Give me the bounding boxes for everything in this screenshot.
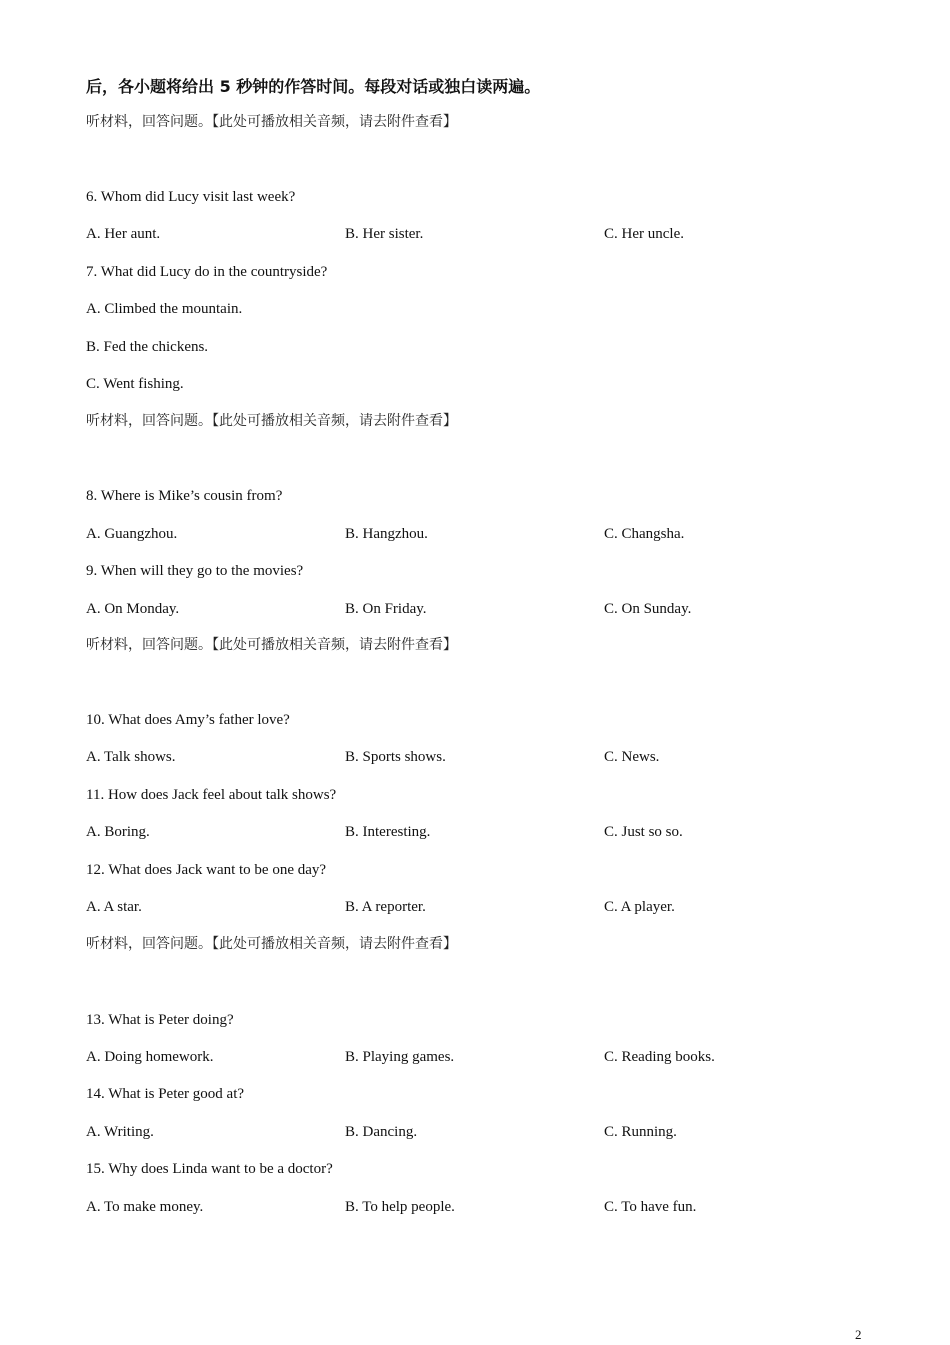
option-6c: C. Her uncle. [604, 226, 684, 242]
option-10b: B. Sports shows. [345, 749, 446, 765]
question-9: 9. When will they go to the movies? [86, 563, 304, 579]
listen-note-2: 听材料，回答问题。【此处可播放相关音频，请去附件查看】 [86, 413, 457, 429]
option-10c: C. News. [604, 749, 660, 765]
question-6: 6. Whom did Lucy visit last week? [86, 189, 296, 205]
option-7a: A. Climbed the mountain. [86, 301, 243, 317]
option-12b: B. A reporter. [345, 899, 426, 915]
option-10a: A. Talk shows. [86, 749, 176, 765]
option-15c: C. To have fun. [604, 1199, 697, 1215]
option-9c: C. On Sunday. [604, 601, 692, 617]
question-11: 11. How does Jack feel about talk shows? [86, 787, 337, 803]
option-6a: A. Her aunt. [86, 226, 161, 242]
option-11a: A. Boring. [86, 824, 150, 840]
option-13b: B. Playing games. [345, 1049, 455, 1065]
option-14a: A. Writing. [86, 1124, 154, 1140]
option-8b: B. Hangzhou. [345, 526, 428, 542]
option-7c: C. Went fishing. [86, 376, 184, 392]
option-14b: B. Dancing. [345, 1124, 418, 1140]
option-7b: B. Fed the chickens. [86, 339, 209, 355]
option-12c: C. A player. [604, 899, 675, 915]
question-13: 13. What is Peter doing? [86, 1012, 234, 1028]
option-9a: A. On Monday. [86, 601, 180, 617]
question-7: 7. What did Lucy do in the countryside? [86, 264, 328, 280]
option-11c: C. Just so so. [604, 824, 683, 840]
option-13a: A. Doing homework. [86, 1049, 214, 1065]
listen-note-1: 听材料，回答问题。【此处可播放相关音频，请去附件查看】 [86, 114, 457, 130]
question-15: 15. Why does Linda want to be a doctor? [86, 1161, 333, 1177]
section-intro: 后，各小题将给出 5 秒钟的作答时间。每段对话或独白读两遍。 [86, 77, 541, 96]
question-8: 8. Where is Mike’s cousin from? [86, 488, 283, 504]
listen-note-3: 听材料，回答问题。【此处可播放相关音频，请去附件查看】 [86, 637, 457, 653]
option-15b: B. To help people. [345, 1199, 455, 1215]
option-8c: C. Changsha. [604, 526, 685, 542]
question-10: 10. What does Amy’s father love? [86, 712, 290, 728]
listen-note-4: 听材料，回答问题。【此处可播放相关音频，请去附件查看】 [86, 936, 457, 952]
option-15a: A. To make money. [86, 1199, 204, 1215]
option-11b: B. Interesting. [345, 824, 431, 840]
option-6b: B. Her sister. [345, 226, 424, 242]
option-12a: A. A star. [86, 899, 142, 915]
page-number: 2 [855, 1327, 862, 1342]
option-13c: C. Reading books. [604, 1049, 715, 1065]
question-14: 14. What is Peter good at? [86, 1086, 245, 1102]
option-9b: B. On Friday. [345, 601, 427, 617]
option-8a: A. Guangzhou. [86, 526, 178, 542]
option-14c: C. Running. [604, 1124, 677, 1140]
question-12: 12. What does Jack want to be one day? [86, 862, 327, 878]
